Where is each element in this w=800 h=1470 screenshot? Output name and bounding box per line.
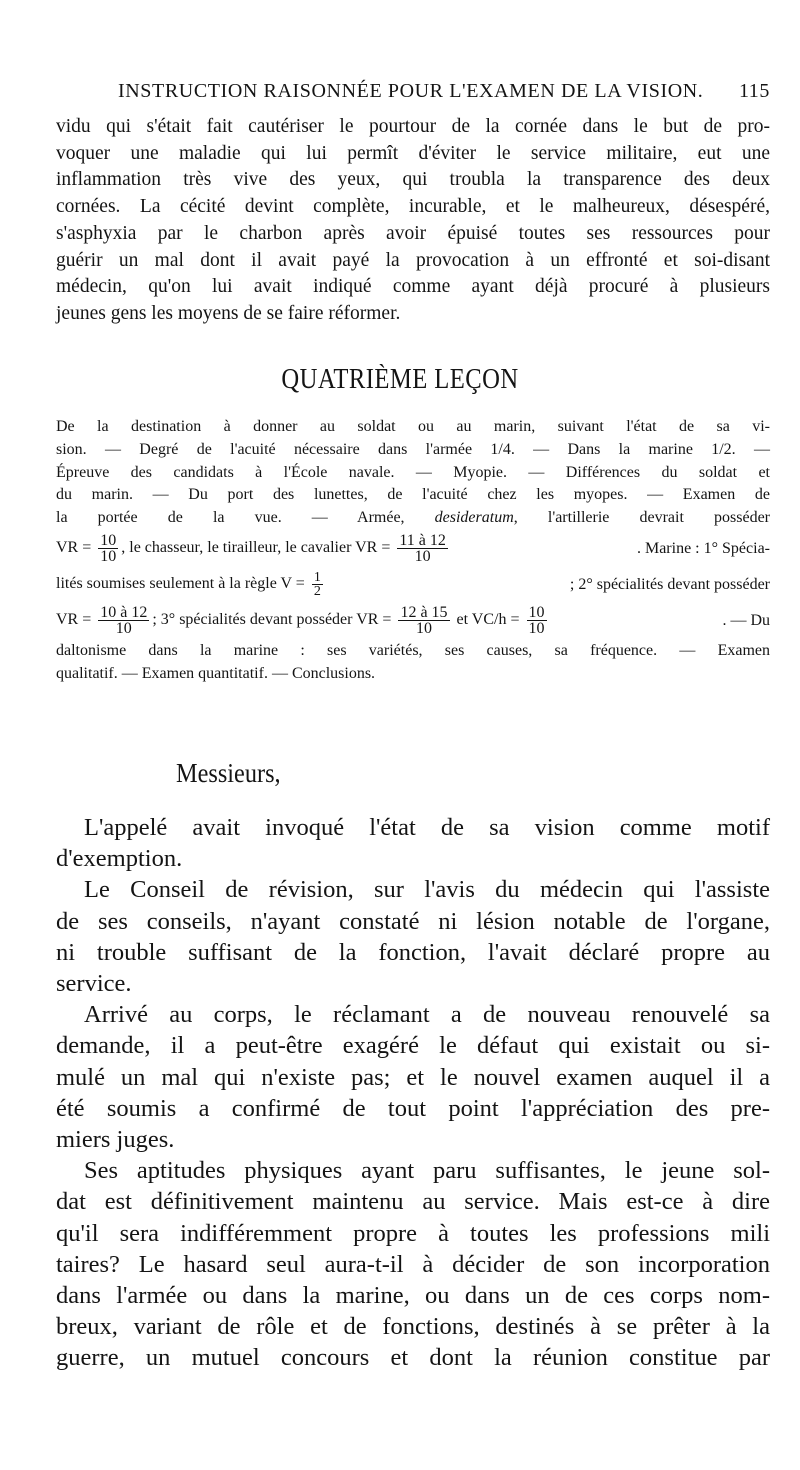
summary-line: du marin. — Du port des lunettes, de l'acuité chez les myopes. — Examen de [56,486,770,504]
summary-line: daltonisme dans la marine : ses variétés, ses causes, sa fréquence. — Examen [56,641,770,659]
fraction-numerator: 1 [313,570,321,586]
text-line: L'appelé avait invoqué l'état de sa vision comme motif [84,814,770,841]
formula-segment [56,605,550,636]
text-line: vidu qui s'était fait cautériser le pourtour de la cornée dans le but de pro- [56,116,770,137]
fraction-numerator: 10 à 12 [100,604,148,622]
summary-line: qualitatif. — Examen quantitatif. — Conclusions. [56,664,376,682]
formula-text: . Marine : 1° Spécia- [636,539,770,557]
formula-line [56,604,770,638]
fraction-numerator: 12 à 15 [400,604,448,622]
summary-line [56,507,770,530]
text-line: Arrivé au corps, le réclamant a de nouveau renouvelé sa [84,1001,770,1029]
summary-line: Épreuve des candidats à l'École navale. — Myopie. — Différences du soldat et [56,463,770,481]
italic-term: desideratum [434,509,514,527]
lecon-summary [56,416,770,686]
text-line: voquer une maladie qui lui permît d'éviter le service militaire, eut une [56,142,770,164]
text-line: service. [56,970,132,998]
fraction [527,605,547,636]
formula-text: VR = [56,539,96,557]
fraction-numerator: 10 [528,604,545,622]
fraction-denominator: 10 [415,620,432,638]
fraction [397,533,448,564]
text-line: demande, il a peut-être exagéré le défaut qui existait ou si- [56,1032,770,1060]
text-line: taires? Le hasard seul aura-t-il à décider de son incorporation [56,1250,770,1278]
fraction-denominator: 10 [414,548,431,566]
text-line: de ses conseils, n'ayant constaté ni lésion notable de l'organe, [56,907,770,935]
fraction-numerator: 11 à 12 [399,532,446,550]
body-paragraphs [56,812,770,1374]
lecon-title: QUATRIÈME LEÇON [281,364,519,395]
text-line: guérir un mal dont il avait payé la provocation à un effronté et soi-disant [56,249,770,271]
summary-line: sion. — Degré de l'acuité nécessaire dans l'armée 1/4. — Dans la marine 1/2. — [56,440,770,458]
text-line: inflammation très vive des yeux, qui troubla la transparence des deux [56,169,770,191]
summary-text: la portée de la vue. — Armée, [56,509,435,527]
text-line: Le Conseil de révision, sur l'avis du médecin qui l'assiste [84,876,770,904]
salutation: Messieurs, [176,758,281,788]
text-line: breux, variant de rôle et de fonctions, destinés à se prêter à la [56,1313,770,1341]
formula-text: ; 2° spécialités devant posséder [569,575,770,593]
fraction [398,605,449,636]
text-line: s'asphyxia par le charbon après avoir épuisé toutes ses ressources pour [56,222,770,244]
text-line: cornées. La cécité devint complète, incurable, et le malheureux, désespéré, [56,196,770,218]
formula-text: . — Du [722,611,770,629]
running-head [118,80,770,103]
text-line: mulé un mal qui n'existe pas; et le nouvel examen auquel il a [56,1063,770,1091]
running-title: INSTRUCTION RAISONNÉE POUR L'EXAMEN DE LA VISION. [118,80,704,102]
fraction [98,605,149,636]
text-line: miers juges. [56,1126,175,1154]
formula-segment [56,571,326,598]
fraction-denominator: 10 [115,620,132,638]
text-line: jeunes gens les moyens de se faire réformer. [56,302,401,324]
fraction-denominator: 2 [313,584,321,600]
text-line: Ses aptitudes physiques ayant paru suffisantes, le jeune sol- [84,1157,770,1185]
formula-segment [56,533,451,564]
text-line: médecin, qu'on lui avait indiqué comme ayant déjà procuré à plusieurs [56,276,770,298]
formula-text: lités soumises seulement à la règle V = [56,575,309,593]
formula-text: ; 3° spécialités devant posséder VR = [152,611,396,629]
fraction-numerator: 10 [100,532,117,550]
text-line: guerre, un mutuel concours et dont la réunion constitue par [56,1344,770,1372]
text-line: dans l'armée ou dans la marine, ou dans un de ces corps nom- [56,1282,770,1310]
text-line: qu'il sera indifféremment propre à toutes les professions mili [56,1219,770,1247]
intro-paragraph [56,114,770,328]
formula-line [56,532,770,566]
formula-line [56,568,770,602]
summary-line: De la destination à donner au soldat ou au marin, suivant l'état de sa vi- [56,418,770,435]
fraction [312,571,323,598]
fraction [98,533,118,564]
formula-text: , le chasseur, le tirailleur, le cavalier VR = [121,539,395,557]
text-line: été soumis a confirmé de tout point l'appréciation des pre- [56,1094,770,1122]
summary-text: , l'artillerie devrait posséder [513,509,771,527]
formula-text: VR = [56,611,96,629]
formula-text: et VC/h = [452,611,524,629]
text-line: ni trouble suffisant de la fonction, l'avait déclaré propre au [56,938,770,966]
fraction-denominator: 10 [528,620,545,638]
fraction-denominator: 10 [100,548,117,566]
text-line: dat est définitivement maintenu au service. Mais est-ce à dire [56,1188,770,1216]
page-number: 115 [738,80,770,102]
text-line: d'exemption. [56,845,183,873]
